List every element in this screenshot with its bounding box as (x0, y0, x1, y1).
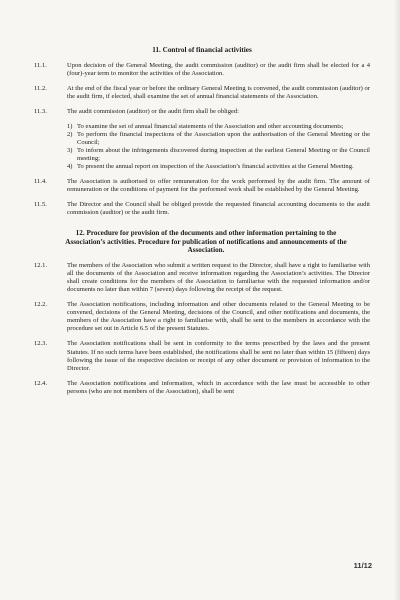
clause-12-1 (34, 262, 370, 294)
clause-11-4 (34, 178, 370, 194)
list-item-text: To inform about the infringements discovered during inspection at the earliest General Meeting or the Council meeting; (77, 146, 370, 163)
clause-number: 11.1. (34, 61, 47, 69)
clause-number: 12.1. (34, 262, 48, 270)
list-item-number: 4) (67, 163, 73, 171)
clause-text: Upon decision of the General Meeting, the audit commission (auditor) or the audit firm shall be elected for a 4 (four)-year term to monitor the activities of the Association. (67, 61, 370, 77)
section-12-title: 12. Procedure for provision of the documents and other information pertaining to the Association’s activities. Procedure for publication of notifications and announcements of the Association. (65, 229, 347, 255)
list-item-number: 3) (67, 146, 73, 154)
clause-text: The Association notifications and information, which in accordance with the law must be accessible to other persons (who are not members of the Association), shall be sent (67, 379, 370, 395)
page-number: 11/12 (353, 561, 372, 570)
clause-text: The Association notifications, including information and other documents related to the General Meeting to be convened, decisions of the General Meeting, decisions of the Council, and other notifications and documents, the members of the Association have a right to familiarise with, shall be sent to the members in accordance with the procedure set out in Article 6.5 of the present Statutes. (67, 301, 370, 333)
list-item (67, 131, 370, 147)
list-item (67, 123, 370, 131)
list-item-number: 2) (67, 130, 73, 138)
clause-number: 11.2. (34, 84, 47, 92)
clause-12-4 (34, 380, 370, 396)
clause-text: The members of the Association who submit a written request to the Director, shall have a right to familiarise with all the documents of the Association and receive information regarding the Association’s activities. The Director shall create conditions for the members of the Association to familiarise with the requested information and/or documents no later than within 7 (seven) days following the receipt of the request. (67, 262, 370, 294)
clause-text: The Association notifications shall be sent in conformity to the terms prescribed by the laws and the present Statutes. If no such terms have been established, the notifications shall be sent no later than within 15 (fifteen) days following the issue of the respective decision or receipt of any other document or provision of information to the Director. (67, 340, 370, 372)
clause-text: The Association is authorised to offer remuneration for the work performed by the audit firm. The amount of remuneration or the conditions of payment for the performed work shall be established by the General Meeting. (67, 178, 370, 194)
clause-number: 11.4. (34, 178, 47, 186)
list-item (67, 147, 370, 163)
list-item-number: 1) (67, 122, 73, 130)
list-item-text: To present the annual report on inspection of the Association’s financial activities at the General Meeting. (77, 163, 354, 171)
clause-number: 12.3. (34, 340, 48, 348)
list-item (67, 163, 370, 171)
clause-number: 12.2. (34, 301, 48, 309)
document-content (34, 46, 370, 403)
clause-number: 11.5. (34, 201, 47, 209)
clause-number: 12.4. (34, 379, 48, 387)
clause-11-2 (34, 85, 370, 101)
clause-12-3 (34, 340, 370, 372)
obligations-list (67, 123, 370, 171)
section-11-title: 11. Control of financial activities (152, 46, 252, 54)
clause-11-5 (34, 201, 370, 217)
clause-11-3 (34, 108, 370, 171)
clause-11-1 (34, 62, 370, 78)
page-edge-shadow (394, 0, 400, 600)
clause-text: At the end of the fiscal year or before the ordinary General Meeting is convened, the audit commission (auditor) or the audit firm, if elected, shall examine the set of annual financial statements of the Association. (67, 84, 370, 100)
clause-number: 11.3. (34, 107, 47, 115)
list-item-text: To perform the financial inspections of the Association upon the authorisation of the General Meeting or the Council; (77, 130, 370, 146)
clause-text: The Director and the Council shall be obliged provide the requested financial accounting documents to the audit commission (auditor) or the audit firm. (67, 201, 370, 217)
list-item-text: To examine the set of annual financial statements of the Association and other accounting documents; (77, 122, 344, 130)
clause-text: The audit commission (auditor) or the audit firm shall be obliged: (67, 107, 239, 115)
clause-12-2 (34, 301, 370, 333)
